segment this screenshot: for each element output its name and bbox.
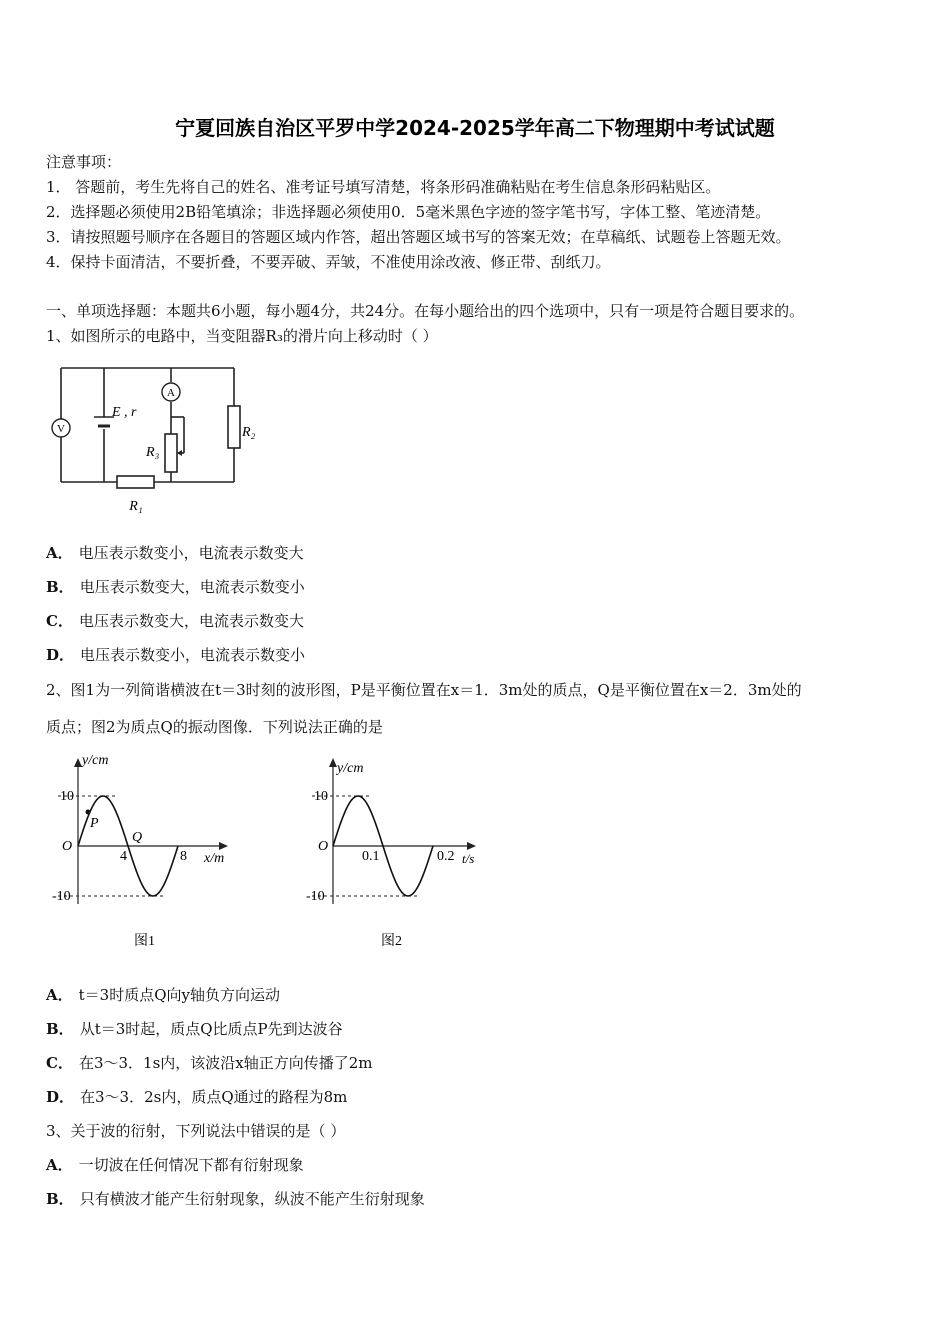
question-2-option-a[interactable]: A． t＝3时质点Q向y轴负方向运动 [46,986,280,1004]
question-1-option-c[interactable]: C． 电压表示数变大，电流表示数变大 [46,612,304,630]
circuit-diagram [46,360,266,520]
source-label: E , r [112,405,137,420]
question-2-option-c[interactable]: C． 在3～3．1s内，该波沿x轴正方向传播了2m [46,1054,373,1072]
figure-1-caption: 图1 [134,934,155,949]
question-3-option-a[interactable]: A． 一切波在任何情况下都有衍射现象 [46,1156,304,1174]
question-1-option-b[interactable]: B． 电压表示数变大，电流表示数变小 [46,578,305,596]
question-1-option-d[interactable]: D． 电压表示数变小，电流表示数变小 [46,646,306,664]
y-tick-10: 10 [314,789,328,804]
x-tick-8: 8 [180,849,187,864]
y-tick-minus-10: -10 [52,889,71,904]
x-axis-label: x/m [204,851,225,866]
notice-item: 2．选择题必须使用2B铅笔填涂；非选择题必须使用0．5毫米黑色字迹的签字笔书写，字体工整、笔迹清楚。 [46,203,771,221]
y-tick-minus-10: -10 [306,889,325,904]
figure-2-caption: 图2 [381,934,402,949]
x-tick-4: 4 [120,849,127,864]
t-tick-0-2: 0.2 [437,849,455,864]
r3-label: R₃ [146,445,160,460]
r1-label: R₁ [129,499,143,514]
question-2-option-d[interactable]: D． 在3～3．2s内，质点Q通过的路程为8m [46,1088,348,1106]
question-3-option-b[interactable]: B． 只有横波才能产生衍射现象，纵波不能产生衍射现象 [46,1190,425,1208]
notice-heading: 注意事项： [46,153,122,171]
ammeter-label: A [167,387,175,399]
notice-item: 1． 答题前，考生先将自己的姓名、准考证号填写清楚，将条形码准确粘贴在考生信息条形码粘贴区。 [46,178,721,196]
r2-label: R₂ [242,425,256,440]
voltmeter-label: V [57,423,65,435]
y-axis-label: y/cm [82,753,109,768]
section-heading: 一、单项选择题：本题共6小题，每小题4分，共24分。在每小题给出的四个选项中，只有一项是符合题目要求的。 [46,302,805,320]
x-axis-label: t/s [462,851,475,866]
vibration-graph-figure-2 [300,752,510,952]
question-2-option-b[interactable]: B． 从t＝3时起，质点Q比质点P先到达波谷 [46,1020,343,1038]
point-p [86,810,91,815]
y-axis-label: y/cm [337,761,364,776]
question-1-stem: 1、如图所示的电路中，当变阻器R₃的滑片向上移动时（ ） [46,327,438,345]
point-p-label: P [90,816,99,831]
point-q-label: Q [132,830,143,845]
y-tick-10: 10 [60,789,74,804]
question-2-stem: 2、图1为一列简谐横波在t＝3时刻的波形图，P是平衡位置在x＝1．3m处的质点，Q是平衡位置在x＝2．3m处的 [46,681,802,699]
page-title: 宁夏回族自治区平罗中学2024-2025学年高二下物理期中考试试题 [175,116,775,140]
question-3-stem: 3、关于波的衍射，下列说法中错误的是（ ） [46,1122,346,1140]
question-1-option-a[interactable]: A． 电压表示数变小，电流表示数变大 [46,544,304,562]
origin-label: O [62,839,73,854]
question-2-stem: 质点；图2为质点Q的振动图像．下列说法正确的是 [46,718,383,736]
origin-label: O [318,839,329,854]
notice-item: 4．保持卡面清洁，不要折叠，不要弄破、弄皱，不准使用涂改液、修正带、刮纸刀。 [46,253,611,271]
wave-graph-figure-1 [46,752,246,952]
notice-item: 3．请按照题号顺序在各题目的答题区域内作答，超出答题区域书写的答案无效；在草稿纸、试题卷上答题无效。 [46,228,791,246]
t-tick-0-1: 0.1 [362,849,380,864]
